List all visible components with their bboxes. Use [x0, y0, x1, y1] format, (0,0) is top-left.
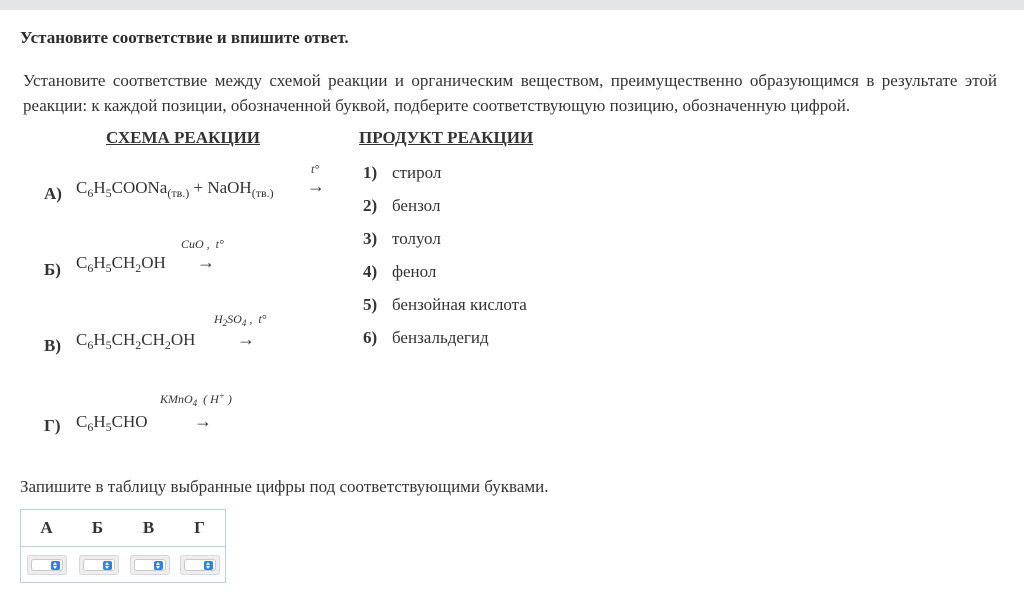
product-number: 2)	[363, 196, 378, 215]
chevron-up-down-icon	[204, 561, 213, 570]
reaction-letter: Г)	[44, 416, 61, 435]
product-name: бензол	[392, 196, 441, 215]
reaction-letter: В)	[44, 336, 61, 355]
product-item	[363, 328, 489, 348]
answer-select-g[interactable]	[180, 555, 220, 575]
reaction-letter: А)	[44, 184, 62, 203]
reaction-formula: $C_6H_5CH_2CH_2OH$	[76, 330, 196, 352]
instruction-text: Запишите в таблицу выбранные цифры под соответствующими буквами.	[20, 477, 549, 496]
product-item	[363, 163, 441, 183]
product-item	[363, 229, 441, 249]
reaction-g	[0, 392, 340, 452]
product-item	[363, 262, 436, 282]
answer-header-a: А	[40, 518, 53, 537]
product-number: 3)	[363, 229, 378, 248]
product-item	[363, 196, 440, 216]
reaction-arrow: →	[197, 252, 215, 272]
reaction-condition: t°	[311, 162, 320, 176]
top-bar	[0, 0, 1024, 10]
reaction-letter: Б)	[44, 260, 61, 279]
reaction-condition: KMnO$_4$ ( H+ )	[160, 391, 232, 408]
reaction-formula: $C_6H_5CHO$	[76, 412, 148, 434]
reaction-condition: $H_2SO_4$ , t°	[214, 312, 267, 328]
product-name: толуол	[392, 229, 441, 248]
product-name: бензойная кислота	[392, 295, 527, 314]
product-name: фенол	[392, 262, 437, 281]
reaction-formula: $C_6H_5CH_2OH$	[76, 253, 166, 275]
answer-header-v: В	[142, 518, 155, 537]
product-number: 4)	[363, 262, 378, 281]
answer-select-b[interactable]	[79, 555, 119, 575]
reaction-formula: $C_6H_5COONa_{(тв.)}$ + NaOH$_{(тв.)}$	[76, 178, 274, 200]
answer-header-g: Г	[194, 518, 205, 537]
product-name: бензальдегид	[392, 328, 489, 347]
reaction-arrow: →	[307, 176, 325, 196]
chevron-up-down-icon	[51, 561, 60, 570]
chevron-up-down-icon	[103, 561, 112, 570]
answer-select-v[interactable]	[130, 555, 170, 575]
product-name: стирол	[392, 163, 442, 182]
product-number: 5)	[363, 295, 378, 314]
product-number: 6)	[363, 328, 378, 347]
reaction-arrow: →	[194, 411, 212, 431]
product-item	[363, 295, 527, 315]
reaction-condition: CuO , t°	[181, 237, 224, 251]
answer-table	[20, 509, 226, 583]
task-text: Установите соответствие между схемой реакции и органическим веществом, преимущественно образующимся в результате этой реакции: к каждой позиции, обозначенной буквой, подберите соответствующую позицию, обозначенную цифрой.	[23, 71, 997, 115]
reaction-a	[0, 160, 340, 220]
reaction-product-title: ПРОДУКТ РЕАКЦИИ	[359, 128, 534, 147]
chevron-up-down-icon	[154, 561, 163, 570]
product-number: 1)	[363, 163, 378, 182]
task-heading: Установите соответствие и впишите ответ.	[20, 28, 349, 47]
reaction-b	[0, 236, 340, 296]
reaction-scheme-title: СХЕМА РЕАКЦИИ	[106, 128, 261, 147]
reaction-v	[0, 312, 340, 372]
reaction-arrow: →	[237, 329, 255, 349]
answer-table-header	[21, 510, 225, 547]
answer-select-a[interactable]	[27, 555, 67, 575]
answer-header-b: Б	[91, 518, 104, 537]
